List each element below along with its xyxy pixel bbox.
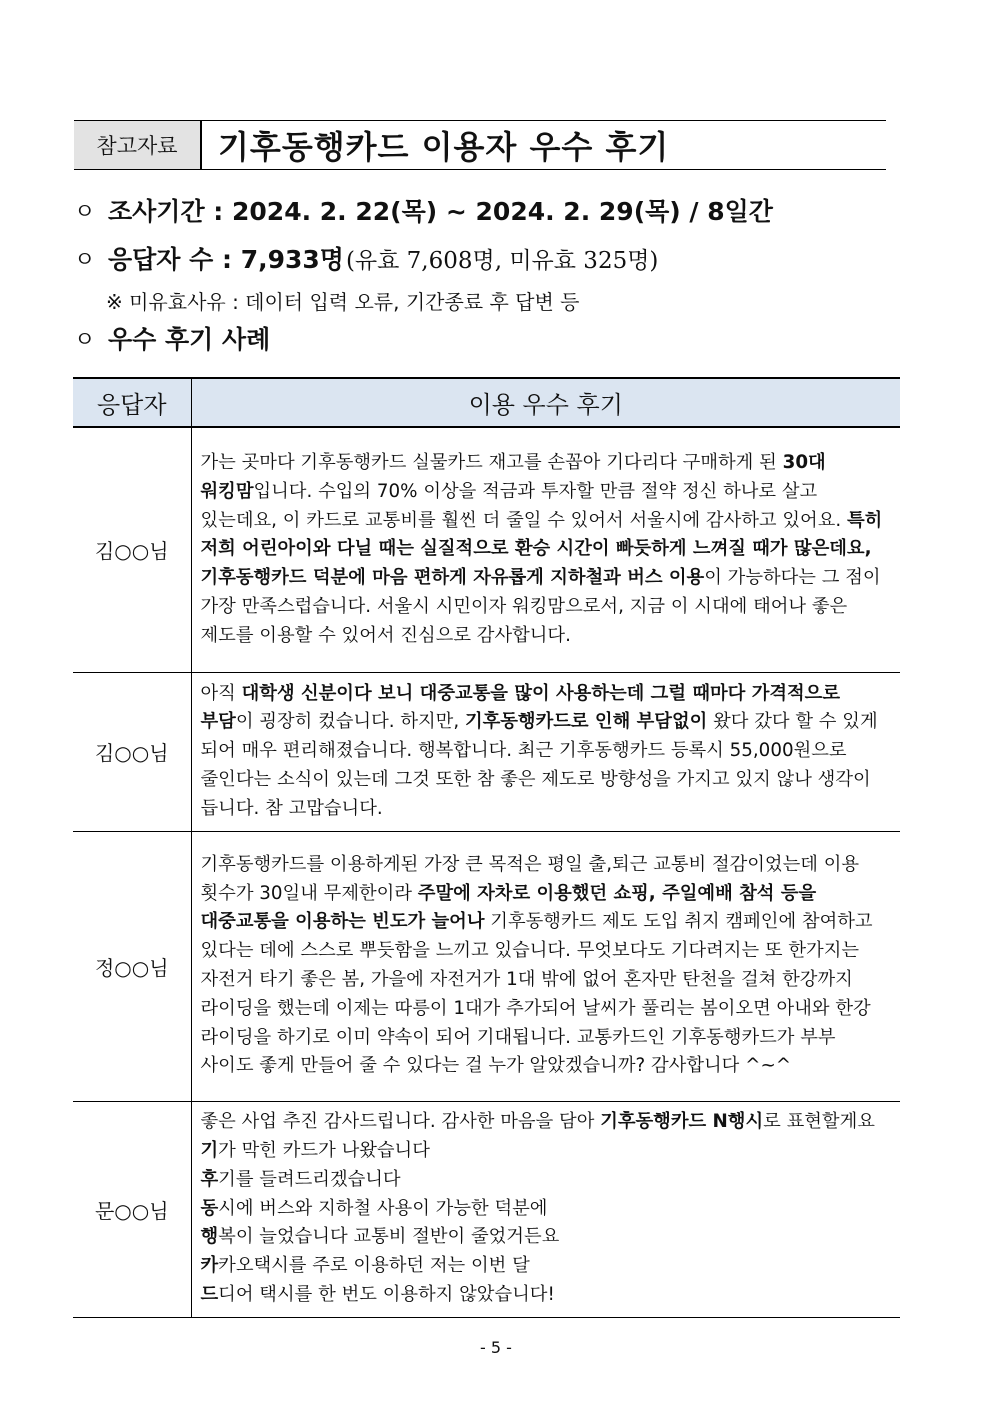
review-text-segment: 시에 버스와 지하철 사용이 가능한 덕분에 — [218, 1197, 548, 1219]
table-row — [73, 672, 900, 831]
respondent-name: 김○○님 — [73, 672, 191, 831]
review-paragraph — [201, 851, 893, 1081]
table-row — [73, 1101, 900, 1317]
review-text — [191, 672, 900, 831]
bullet-mark: ㅇ — [74, 199, 96, 225]
emphasized-text: 기 — [200, 1140, 219, 1161]
acrostic-line — [201, 1137, 893, 1166]
review-text-segment: 기후동행카드 제도 도입 취지 캠페인에 참여하고 있다는 데에 스스로 뿌듯함을 느끼고 있습니다. 무엇보다도 기다려지는 또 한가지는 자전거 타기 좋은 봄, 가을에 자전거가 1대 밖에 없어 혼자만 탄천을 걸쳐 한강까지 라이딩을 했는데 이제는 따릉이 1대가 추가되어 날씨가 풀리는 봄이오면 아내와 한강 라이딩을 하기로 이미 약속이 되어 기대됩니다. 교통카드인 기후동행카드가 부부 사이도 좋게 만들어 줄 수 있다는 걸 누가 알았겠습니까? 감사합니다 ^~^ — [200, 911, 873, 1077]
acrostic-line — [201, 1166, 893, 1195]
bullet-mark: ㅇ — [74, 247, 96, 273]
respondent-breakdown: (유효 7,608명, 미유효 325명) — [345, 247, 659, 274]
review-text-segment: 가 막힌 카드가 나왔습니다 — [218, 1140, 430, 1161]
review-text-segment: 아직 — [200, 682, 242, 704]
respondent-name: 문○○님 — [73, 1101, 191, 1317]
review-text-segment: 입니다. 수입의 70% 이상을 적금과 투자할 만큼 절약 정신 하나로 살고 있는데요, 이 카드로 교통비를 훨씬 더 줄일 수 있어서 서울시에 감사하고 있어요. — [200, 480, 847, 531]
survey-period-text: 조사기간 : 2024. 2. 22(목) ~ 2024. 2. 29(목) / 8일간 — [108, 197, 773, 226]
review-paragraph — [201, 680, 893, 824]
review-text-segment: 카오택시를 주로 이용하던 저는 이번 달 — [218, 1255, 530, 1277]
emphasized-text: 주말에 자차로 이용했던 쇼핑, 주일예배 참석 등을 대중교통을 이용하는 빈도가 늘어나 — [200, 882, 817, 933]
review-text-segment: 복이 늘었습니다 교통비 절반이 줄었거든요 — [218, 1226, 560, 1248]
emphasized-text: 기후동행카드로 인해 부담없이 — [464, 711, 708, 733]
review-cases-heading — [74, 320, 270, 356]
review-text-segment: 기를 들려드리겠습니다 — [218, 1168, 401, 1190]
review-text-segment: 가는 곳마다 기후동행카드 실물카드 재고를 손꼽아 기다리다 구매하게 된 — [200, 451, 783, 473]
title-bar — [74, 120, 886, 170]
review-text — [191, 831, 900, 1101]
acrostic-line — [201, 1108, 893, 1137]
respondent-header: 응답자 — [73, 378, 191, 427]
emphasized-text: 카 — [200, 1255, 219, 1277]
emphasized-text: 특히 저희 어린아이와 다닐 때는 실질적으로 환승 시간이 빠듯하게 느껴질 때가 많은데요, 기후동행카드 덕분에 마음 편하게 자유롭게 지하철과 버스 이용 — [200, 509, 883, 589]
respondent-count-text: 응답자 수 : 7,933명 — [108, 245, 344, 274]
emphasized-text: 30대 워킹맘 — [200, 451, 826, 502]
survey-period — [74, 192, 773, 228]
table-header-row — [73, 378, 900, 427]
review-text — [191, 1101, 900, 1317]
bullet-mark: ㅇ — [74, 327, 96, 353]
review-text-segment: 이 가능하다는 그 점이 가장 만족스럽습니다. 서울시 시민이자 워킹맘으로서, 지금 이 시대에 태어나 좋은 제도를 이용할 수 있어서 진심으로 감사합니다. — [200, 567, 881, 646]
review-header: 이용 우수 후기 — [191, 378, 900, 427]
page-title: 기후동행카드 이용자 우수 후기 — [218, 128, 670, 166]
acrostic-line — [201, 1223, 893, 1252]
acrostic-line — [201, 1281, 893, 1310]
emphasized-text: 대학생 신분이다 보니 대중교통을 많이 사용하는데 그럴 때마다 가격적으로 부담 — [200, 682, 841, 733]
review-text-segment: 디어 택시를 한 번도 이용하지 않았습니다! — [218, 1283, 555, 1305]
reference-tag: 참고자료 — [74, 121, 202, 169]
page-number: - 5 - — [480, 1338, 512, 1357]
emphasized-text: 동 — [200, 1197, 219, 1219]
respondent-count — [74, 240, 658, 276]
review-text-segment: 이 굉장히 컸습니다. 하지만, — [235, 711, 465, 733]
review-paragraph — [201, 449, 893, 651]
table-row — [73, 831, 900, 1101]
acrostic-line — [201, 1252, 893, 1281]
emphasized-text: 기후동행카드 N행시 — [600, 1111, 764, 1133]
invalid-reason-note: ※ 미유효사유 : 데이터 입력 오류, 기간종료 후 답변 등 — [106, 290, 580, 314]
emphasized-text: 드 — [200, 1283, 219, 1305]
review-text-segment: 로 표현할게요 — [763, 1111, 875, 1133]
review-text-segment: 기후동행카드를 이용하게된 가장 큰 목적은 평일 출,퇴근 교통비 절감이었는데 이용 횟수가 30일내 무제한이라 — [200, 853, 860, 904]
respondent-name: 정○○님 — [73, 831, 191, 1101]
emphasized-text: 행 — [200, 1226, 219, 1248]
review-text-segment: 왔다 갔다 할 수 있게 되어 매우 편리해졌습니다. 행복합니다. 최근 기후동행카드 등록시 55,000원으로 줄인다는 소식이 있는데 그것 또한 참 좋은 제도로 방향성을 가지고 있지 않나 생각이 듭니다. 참 고맙습니다. — [200, 711, 878, 819]
reviews-table — [73, 377, 900, 1318]
acrostic-line — [201, 1195, 893, 1224]
review-paragraph — [201, 1108, 893, 1310]
table-row — [73, 427, 900, 672]
review-text — [191, 427, 900, 672]
review-cases-text: 우수 후기 사례 — [108, 325, 271, 354]
emphasized-text: 후 — [200, 1168, 219, 1190]
respondent-name: 김○○님 — [73, 427, 191, 672]
review-text-segment: 좋은 사업 추진 감사드립니다. 감사한 마음을 담아 — [200, 1111, 601, 1133]
